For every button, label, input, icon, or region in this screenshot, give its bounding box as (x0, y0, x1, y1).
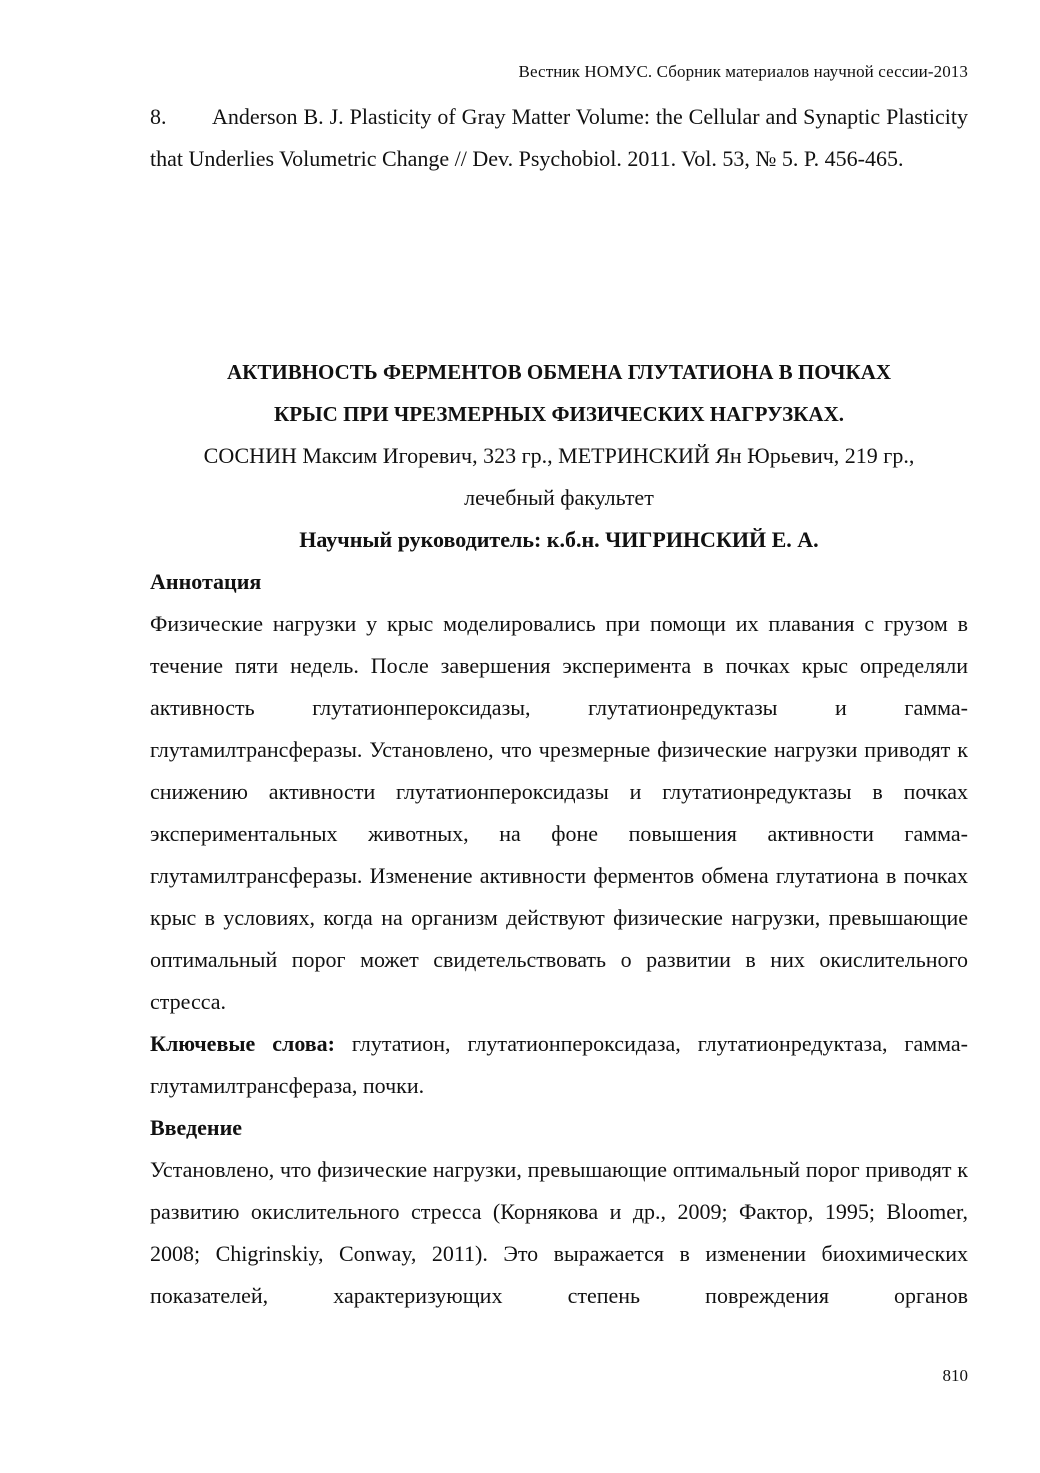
intro-paragraph: Установлено, что физические нагрузки, превышающие оптимальный порог приводят к развитию окислительного стресса (Корнякова и др., 2009; Фактор, 1995; Bloomer, 2008; Chigrinskiy, Conway, 2011). Это выражается в изменении биохимических показателей, характеризующих степень повреждения органов (150, 1157, 968, 1308)
keywords-text: глутатион, глутатионпероксидаза, глутатионредуктаза, гамма-глутамилтрансфераза, почки. (150, 1031, 969, 1098)
reference-number: 8. (150, 104, 167, 129)
abstract-paragraph: Физические нагрузки у крыс моделировались при помощи их плавания с грузом в течение пяти недель. После завершения эксперимента в почках крыс определяли активность глутатионпероксидазы, глутатионредуктазы и гамма-глутамилтрансферазы. Установлено, что чрезмерные физические нагрузки приводят к снижению активности глутатионпероксидазы и глутатионредуктазы в почках экспериментальных животных, на фоне повышения активности гамма-глутамилтрансферазы. Изменение активности ферментов обмена глутатиона в почках крыс в условиях, когда на организм действуют физические нагрузки, превышающие оптимальный порог может свидетельствовать о развитии в них окислительного стресса. (150, 611, 968, 1014)
article-supervisor: Научный руководитель: к.б.н. ЧИГРИНСКИЙ Е. А. (299, 527, 819, 552)
keywords-label: Ключевые слова: (150, 1031, 335, 1056)
page-number: 810 (942, 1366, 968, 1385)
article-authors: СОСНИН Максим Игоревич, 323 гр., МЕТРИНСКИЙ Ян Юрьевич, 219 гр., (203, 443, 915, 468)
reference-item (150, 96, 968, 180)
vertical-spacer (150, 180, 968, 351)
article-faculty: лечебный факультет (464, 485, 654, 510)
article-title-line-1: АКТИВНОСТЬ ФЕРМЕНТОВ ОБМЕНА ГЛУТАТИОНА В ПОЧКАХ (226, 360, 892, 384)
article-title-line-2: КРЫС ПРИ ЧРЕЗМЕРНЫХ ФИЗИЧЕСКИХ НАГРУЗКАХ. (274, 402, 844, 426)
running-header: Вестник НОМУС. Сборник материалов научной сессии-2013 (518, 62, 968, 81)
reference-text: Anderson B. J. Plasticity of Gray Matter Volume: the Cellular and Synaptic Plasticity that Underlies Volumetric Change // Dev. Psychobiol. 2011. Vol. 53, № 5. P. 456-465. (150, 104, 968, 171)
keywords-paragraph (150, 1023, 968, 1107)
abstract-heading: Аннотация (150, 569, 262, 594)
page-content (150, 96, 968, 1317)
intro-heading: Введение (150, 1115, 243, 1140)
